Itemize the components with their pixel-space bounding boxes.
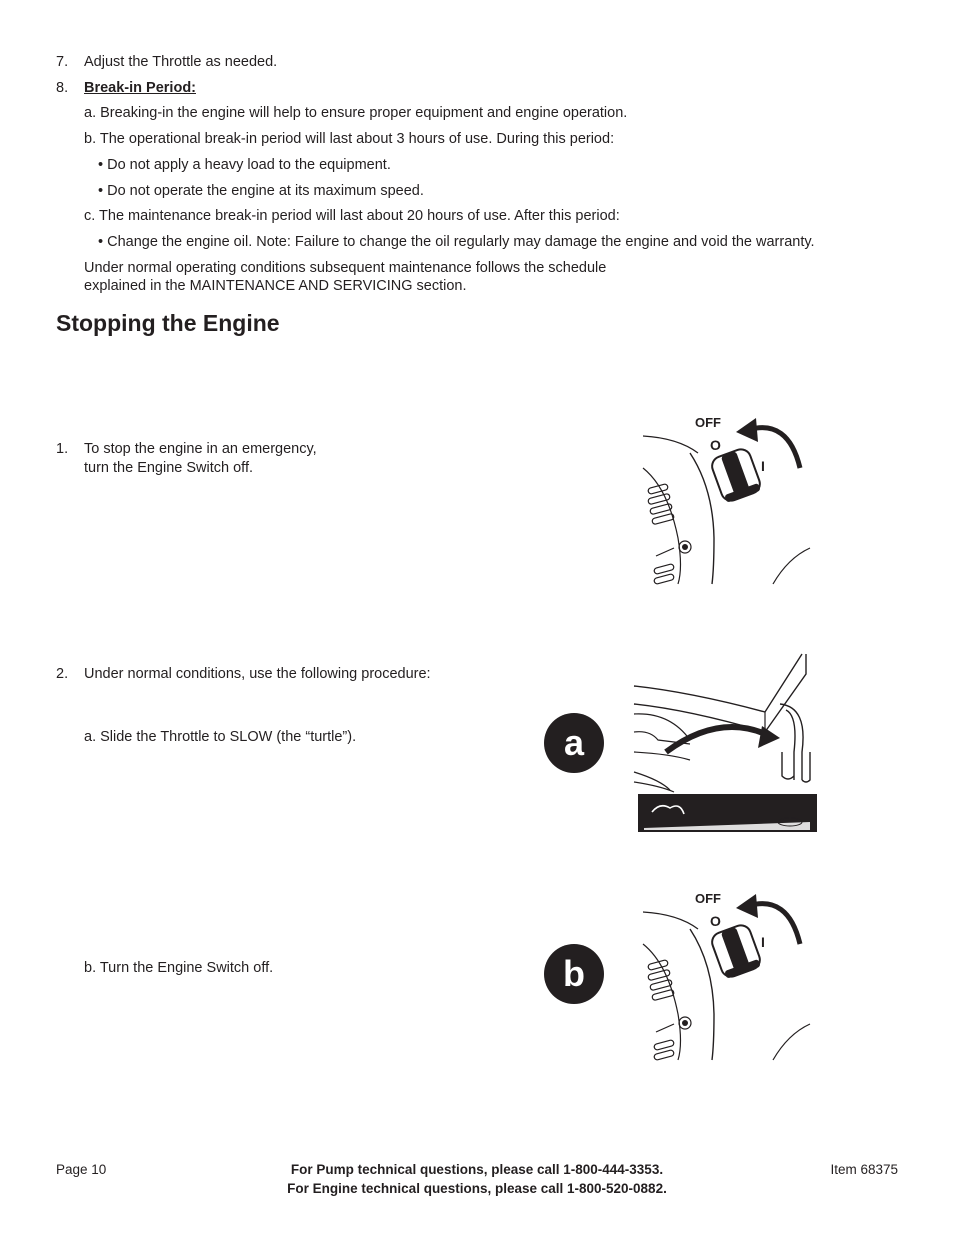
switch-off-label: OFF [695,415,721,430]
switch-off-label-2: OFF [695,891,721,906]
switch-o-label-2: O [710,913,721,929]
stop-step-2-text: Under normal conditions, use the following procedure: [84,666,431,682]
step-7-text: Adjust the Throttle as needed. [84,54,278,70]
break-in-heading: Break-in Period: [84,80,196,96]
break-in-item-a: a. Breaking-in the engine will help to ensure proper equipment and engine operation. [84,105,628,121]
switch-i-label-2: I [761,934,765,950]
stop-step-2b-text: b. Turn the Engine Switch off. [84,960,274,976]
maintenance-note-line-2: explained in the MAINTENANCE AND SERVICING section. [84,278,467,294]
step-7-number: 7. [56,54,69,70]
stop-step-1-line-2: turn the Engine Switch off. [84,460,254,476]
pump-support-line: For Pump technical questions, please call 1-800-444-3353. [290,1162,664,1177]
step-8-number: 8. [56,80,69,96]
stop-step-1-line-1: To stop the engine in an emergency, [84,441,317,457]
engine-switch-illustration-1 [638,408,818,588]
section-title: Stopping the Engine [56,310,280,336]
stop-step-2-number: 2. [56,666,69,682]
page-number: Page 10 [56,1162,107,1177]
item-number: Item 68375 [830,1162,898,1177]
break-in-item-c: c. The maintenance break-in period will last about 20 hours of use. After this period: [84,208,620,224]
stop-step-1-number: 1. [56,441,69,457]
break-in-b-bullet-1: • Do not apply a heavy load to the equipment. [98,157,391,173]
switch-o-label: O [710,437,721,453]
engine-switch-illustration-2 [638,884,818,1064]
maintenance-note-line-1: Under normal operating conditions subsequent maintenance follows the schedule [84,260,607,276]
step-b-badge: b [544,944,604,1004]
step-a-badge: a [544,713,604,773]
break-in-item-b: b. The operational break-in period will last about 3 hours of use. During this period: [84,131,615,147]
break-in-b-bullet-2: • Do not operate the engine at its maximum speed. [98,183,424,199]
stop-step-2a-text: a. Slide the Throttle to SLOW (the “turtle”). [84,729,357,745]
break-in-c-bullet-1: • Change the engine oil. Note: Failure to change the oil regularly may damage the engine and void the warranty. [98,234,815,250]
switch-i-label: I [761,458,765,474]
throttle-illustration [630,652,820,834]
engine-support-line: For Engine technical questions, please call 1-800-520-0882. [287,1181,667,1196]
